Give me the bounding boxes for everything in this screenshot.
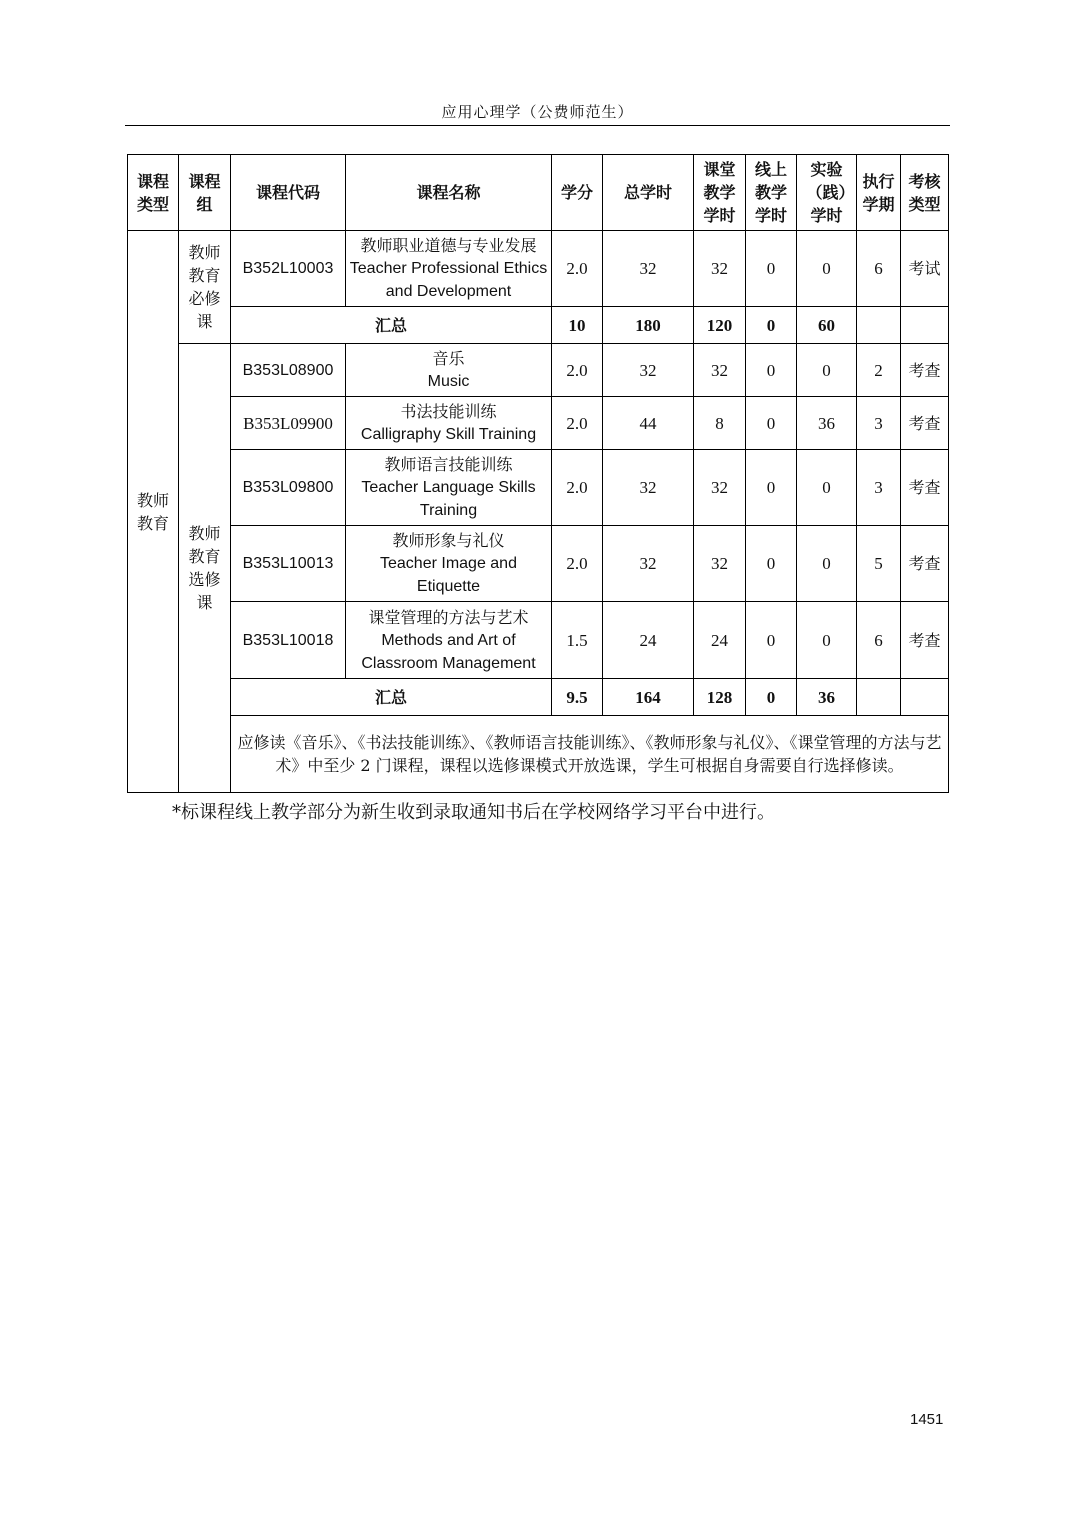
summary-exam <box>901 679 949 716</box>
total-hours: 44 <box>603 397 694 450</box>
lab-hours: 0 <box>797 231 857 307</box>
total-hours: 24 <box>603 602 694 679</box>
elective-note: 应修读《音乐》、《书法技能训练》、《教师语言技能训练》、《教师形象与礼仪》、《课堂管理的方法与艺术》中至少 2 门课程，课程以选修课模式开放选课，学生可根据自身需要自行选择修读。 <box>231 716 949 793</box>
credit: 2.0 <box>552 397 603 450</box>
semester: 5 <box>857 526 901 602</box>
online-hours: 0 <box>746 602 797 679</box>
course-code: B353L09900 <box>231 397 346 450</box>
course-name <box>346 231 552 307</box>
total-hours: 32 <box>603 344 694 397</box>
summary-label: 汇总 <box>231 679 552 716</box>
exam-type: 考查 <box>901 450 949 526</box>
class-hours: 32 <box>694 231 746 307</box>
semester: 3 <box>857 397 901 450</box>
course-name-cn: 课堂管理的方法与艺术 <box>368 607 529 627</box>
course-name-cn: 音乐 <box>432 349 465 368</box>
course-name <box>346 602 552 679</box>
running-head: 应用心理学（公费师范生） <box>125 100 950 126</box>
course-name <box>346 397 552 450</box>
exam-type: 考查 <box>901 344 949 397</box>
class-hours: 32 <box>694 526 746 602</box>
header-name: 课程名称 <box>346 155 552 231</box>
lab-hours: 0 <box>797 526 857 602</box>
header-exam-type: 考核类型 <box>901 155 949 231</box>
table-row <box>128 344 949 397</box>
summary-semester <box>857 679 901 716</box>
course-name <box>346 450 552 526</box>
online-hours: 0 <box>746 526 797 602</box>
summary-exam <box>901 307 949 344</box>
note-row <box>128 716 949 793</box>
summary-class: 128 <box>694 679 746 716</box>
credit: 2.0 <box>552 450 603 526</box>
online-hours: 0 <box>746 397 797 450</box>
course-name-cn: 教师语言技能训练 <box>384 455 513 474</box>
header-semester: 执行学期 <box>857 155 901 231</box>
header-row <box>128 155 949 231</box>
header-total-hours: 总学时 <box>603 155 694 231</box>
course-name-cn: 教师形象与礼仪 <box>392 531 505 550</box>
class-hours: 32 <box>694 450 746 526</box>
course-name-en: Teacher Language Skills Training <box>361 479 536 519</box>
table-row <box>128 526 949 602</box>
table-row <box>128 231 949 307</box>
exam-type: 考查 <box>901 397 949 450</box>
table-row <box>128 602 949 679</box>
summary-row <box>128 307 949 344</box>
total-hours: 32 <box>603 231 694 307</box>
summary-online: 0 <box>746 307 797 344</box>
credit: 2.0 <box>552 231 603 307</box>
footnote: *标课程线上教学部分为新生收到录取通知书后在学校网络学习平台中进行。 <box>172 802 775 823</box>
summary-label: 汇总 <box>231 307 552 344</box>
semester: 2 <box>857 344 901 397</box>
summary-lab: 60 <box>797 307 857 344</box>
credit: 2.0 <box>552 344 603 397</box>
summary-total: 164 <box>603 679 694 716</box>
required-group-cell: 教师教育必修课 <box>179 231 231 344</box>
course-name-en: Calligraphy Skill Training <box>360 426 537 443</box>
class-hours: 8 <box>694 397 746 450</box>
lab-hours: 0 <box>797 450 857 526</box>
header-class-hours: 课堂教学学时 <box>694 155 746 231</box>
course-code: B353L08900 <box>231 344 346 397</box>
summary-total: 180 <box>603 307 694 344</box>
lab-hours: 0 <box>797 602 857 679</box>
header-lab-hours: 实验（践）学时 <box>797 155 857 231</box>
online-hours: 0 <box>746 450 797 526</box>
semester: 6 <box>857 231 901 307</box>
course-name-en: Teacher Professional Ethics and Development <box>349 260 548 300</box>
table-row <box>128 397 949 450</box>
header-online-hours: 线上教学学时 <box>746 155 797 231</box>
exam-type: 考试 <box>901 231 949 307</box>
course-name-en: Teacher Image and Etiquette <box>380 555 517 595</box>
course-code: B353L10018 <box>231 602 346 679</box>
course-name <box>346 526 552 602</box>
course-name <box>346 344 552 397</box>
lab-hours: 36 <box>797 397 857 450</box>
total-hours: 32 <box>603 526 694 602</box>
summary-class: 120 <box>694 307 746 344</box>
summary-row <box>128 679 949 716</box>
course-name-en: Music <box>427 373 470 390</box>
elective-group-cell: 教师教育选修课 <box>179 344 231 793</box>
header-type: 课程类型 <box>128 155 179 231</box>
semester: 3 <box>857 450 901 526</box>
course-name-en: Methods and Art of Classroom Management <box>361 631 536 672</box>
header-group: 课程组 <box>179 155 231 231</box>
table-row <box>128 450 949 526</box>
total-hours: 32 <box>603 450 694 526</box>
course-code: B352L10003 <box>231 231 346 307</box>
online-hours: 0 <box>746 231 797 307</box>
summary-credit: 9.5 <box>552 679 603 716</box>
summary-online: 0 <box>746 679 797 716</box>
summary-semester <box>857 307 901 344</box>
header-credit: 学分 <box>552 155 603 231</box>
class-hours: 32 <box>694 344 746 397</box>
course-code: B353L09800 <box>231 450 346 526</box>
header-code: 课程代码 <box>231 155 346 231</box>
exam-type: 考查 <box>901 526 949 602</box>
exam-type: 考查 <box>901 602 949 679</box>
class-hours: 24 <box>694 602 746 679</box>
credit: 2.0 <box>552 526 603 602</box>
curriculum-table <box>127 154 949 793</box>
page-number: 1451 <box>910 1411 944 1428</box>
course-name-cn: 教师职业道德与专业发展 <box>360 236 537 255</box>
lab-hours: 0 <box>797 344 857 397</box>
summary-credit: 10 <box>552 307 603 344</box>
semester: 6 <box>857 602 901 679</box>
credit: 1.5 <box>552 602 603 679</box>
category-cell: 教师教育 <box>128 231 179 793</box>
summary-lab: 36 <box>797 679 857 716</box>
course-code: B353L10013 <box>231 526 346 602</box>
online-hours: 0 <box>746 344 797 397</box>
course-name-cn: 书法技能训练 <box>400 402 497 421</box>
